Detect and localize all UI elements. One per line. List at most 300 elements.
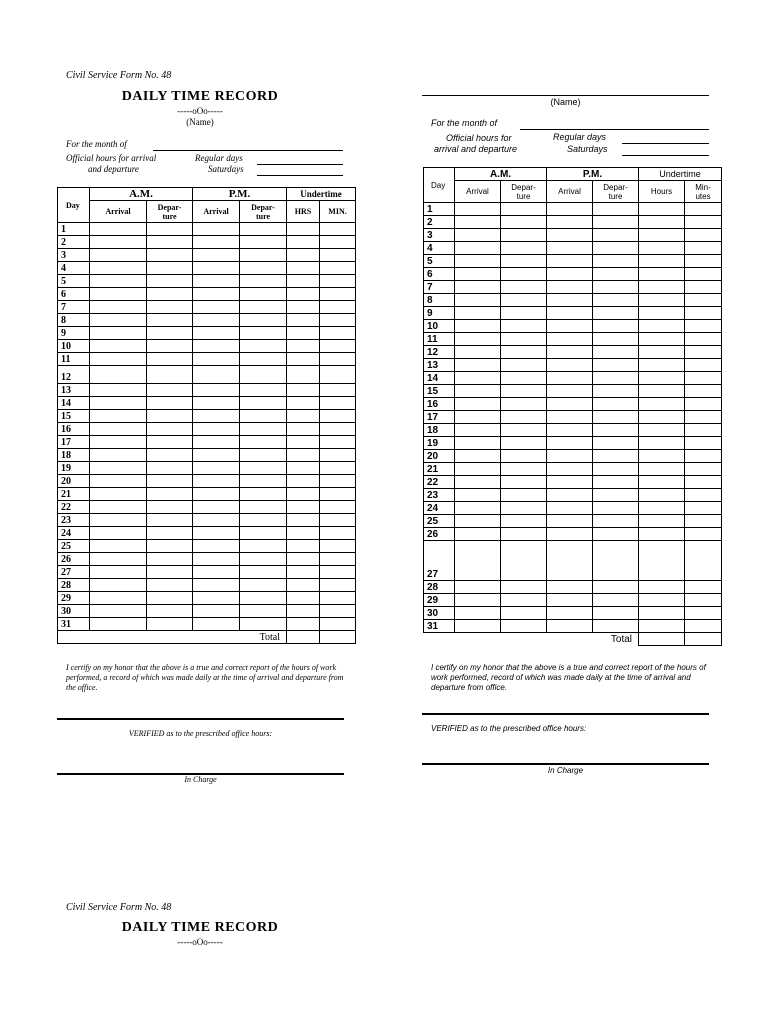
am-arrival-cell[interactable] xyxy=(455,607,501,620)
pm-arrival-cell[interactable] xyxy=(547,281,593,294)
undertime-minutes-cell[interactable] xyxy=(685,307,722,320)
am-departure-cell[interactable] xyxy=(147,275,193,288)
pm-departure-cell[interactable] xyxy=(240,288,287,301)
am-departure-cell[interactable] xyxy=(501,359,547,372)
am-arrival-cell[interactable] xyxy=(90,236,147,249)
am-departure-cell[interactable] xyxy=(147,366,193,384)
pm-arrival-cell[interactable] xyxy=(547,242,593,255)
am-arrival-cell[interactable] xyxy=(90,314,147,327)
am-departure-cell[interactable] xyxy=(147,288,193,301)
undertime-min-cell[interactable] xyxy=(320,384,356,397)
undertime-minutes-cell[interactable] xyxy=(685,333,722,346)
undertime-min-cell[interactable] xyxy=(320,501,356,514)
am-arrival-cell[interactable] xyxy=(455,372,501,385)
undertime-min-cell[interactable] xyxy=(320,236,356,249)
undertime-hrs-cell[interactable] xyxy=(287,223,320,236)
pm-arrival-cell[interactable] xyxy=(547,515,593,528)
am-departure-cell[interactable] xyxy=(147,527,193,540)
undertime-hrs-cell[interactable] xyxy=(287,501,320,514)
pm-departure-cell[interactable] xyxy=(593,515,639,528)
pm-departure-cell[interactable] xyxy=(593,607,639,620)
saturdays-field[interactable] xyxy=(257,175,343,176)
am-departure-cell[interactable] xyxy=(147,384,193,397)
undertime-min-cell[interactable] xyxy=(320,514,356,527)
undertime-min-cell[interactable] xyxy=(320,423,356,436)
pm-arrival-cell[interactable] xyxy=(193,514,240,527)
pm-departure-cell[interactable] xyxy=(593,620,639,633)
undertime-min-cell[interactable] xyxy=(320,275,356,288)
undertime-minutes-cell[interactable] xyxy=(685,437,722,450)
am-arrival-cell[interactable] xyxy=(90,353,147,366)
am-departure-cell[interactable] xyxy=(501,203,547,216)
pm-departure-cell[interactable] xyxy=(240,579,287,592)
am-arrival-cell[interactable] xyxy=(455,489,501,502)
am-departure-cell[interactable] xyxy=(501,294,547,307)
am-arrival-cell[interactable] xyxy=(90,527,147,540)
pm-departure-cell[interactable] xyxy=(240,353,287,366)
pm-arrival-cell[interactable] xyxy=(547,346,593,359)
undertime-hrs-cell[interactable] xyxy=(287,488,320,501)
undertime-min-cell[interactable] xyxy=(320,262,356,275)
am-departure-cell[interactable] xyxy=(147,314,193,327)
undertime-minutes-cell[interactable] xyxy=(685,594,722,607)
undertime-hours-cell[interactable] xyxy=(639,528,685,541)
am-departure-cell[interactable] xyxy=(147,462,193,475)
am-departure-cell[interactable] xyxy=(147,410,193,423)
undertime-min-cell[interactable] xyxy=(320,527,356,540)
undertime-hrs-cell[interactable] xyxy=(287,236,320,249)
undertime-hrs-cell[interactable] xyxy=(287,366,320,384)
pm-arrival-cell[interactable] xyxy=(547,541,593,581)
pm-departure-cell[interactable] xyxy=(593,255,639,268)
am-departure-cell[interactable] xyxy=(501,437,547,450)
undertime-hrs-cell[interactable] xyxy=(287,353,320,366)
undertime-min-cell[interactable] xyxy=(320,410,356,423)
am-departure-cell[interactable] xyxy=(501,502,547,515)
in-charge-signature-line[interactable] xyxy=(422,763,709,765)
undertime-hrs-cell[interactable] xyxy=(287,262,320,275)
pm-arrival-cell[interactable] xyxy=(193,566,240,579)
pm-departure-cell[interactable] xyxy=(593,294,639,307)
undertime-hrs-cell[interactable] xyxy=(287,436,320,449)
pm-departure-cell[interactable] xyxy=(593,581,639,594)
pm-arrival-cell[interactable] xyxy=(193,340,240,353)
pm-arrival-cell[interactable] xyxy=(547,476,593,489)
undertime-minutes-cell[interactable] xyxy=(685,463,722,476)
undertime-minutes-cell[interactable] xyxy=(685,359,722,372)
undertime-min-cell[interactable] xyxy=(320,249,356,262)
undertime-minutes-cell[interactable] xyxy=(685,424,722,437)
pm-departure-cell[interactable] xyxy=(593,216,639,229)
pm-arrival-cell[interactable] xyxy=(193,249,240,262)
undertime-hrs-cell[interactable] xyxy=(287,566,320,579)
undertime-min-cell[interactable] xyxy=(320,618,356,631)
am-arrival-cell[interactable] xyxy=(455,294,501,307)
am-arrival-cell[interactable] xyxy=(455,411,501,424)
am-departure-cell[interactable] xyxy=(501,528,547,541)
undertime-hours-cell[interactable] xyxy=(639,268,685,281)
am-arrival-cell[interactable] xyxy=(455,620,501,633)
pm-arrival-cell[interactable] xyxy=(547,229,593,242)
am-departure-cell[interactable] xyxy=(501,255,547,268)
undertime-hrs-cell[interactable] xyxy=(287,540,320,553)
undertime-minutes-cell[interactable] xyxy=(685,620,722,633)
undertime-hrs-cell[interactable] xyxy=(287,275,320,288)
undertime-hrs-cell[interactable] xyxy=(287,579,320,592)
undertime-hours-cell[interactable] xyxy=(639,620,685,633)
undertime-min-cell[interactable] xyxy=(320,553,356,566)
am-arrival-cell[interactable] xyxy=(90,249,147,262)
pm-arrival-cell[interactable] xyxy=(547,607,593,620)
pm-departure-cell[interactable] xyxy=(240,475,287,488)
pm-arrival-cell[interactable] xyxy=(547,424,593,437)
pm-departure-cell[interactable] xyxy=(593,541,639,581)
undertime-min-cell[interactable] xyxy=(320,397,356,410)
am-departure-cell[interactable] xyxy=(501,541,547,581)
pm-departure-cell[interactable] xyxy=(593,463,639,476)
month-field[interactable] xyxy=(153,150,343,151)
am-arrival-cell[interactable] xyxy=(455,528,501,541)
undertime-minutes-cell[interactable] xyxy=(685,541,722,581)
am-departure-cell[interactable] xyxy=(147,501,193,514)
undertime-hours-cell[interactable] xyxy=(639,229,685,242)
undertime-minutes-cell[interactable] xyxy=(685,242,722,255)
undertime-hours-cell[interactable] xyxy=(639,476,685,489)
am-arrival-cell[interactable] xyxy=(90,449,147,462)
pm-arrival-cell[interactable] xyxy=(547,333,593,346)
am-departure-cell[interactable] xyxy=(147,475,193,488)
am-arrival-cell[interactable] xyxy=(90,410,147,423)
undertime-minutes-cell[interactable] xyxy=(685,320,722,333)
am-arrival-cell[interactable] xyxy=(455,424,501,437)
am-departure-cell[interactable] xyxy=(147,327,193,340)
undertime-hours-cell[interactable] xyxy=(639,515,685,528)
pm-arrival-cell[interactable] xyxy=(547,489,593,502)
undertime-hours-cell[interactable] xyxy=(639,411,685,424)
am-departure-cell[interactable] xyxy=(147,449,193,462)
pm-departure-cell[interactable] xyxy=(240,384,287,397)
pm-departure-cell[interactable] xyxy=(240,488,287,501)
am-departure-cell[interactable] xyxy=(147,223,193,236)
am-arrival-cell[interactable] xyxy=(90,540,147,553)
am-departure-cell[interactable] xyxy=(147,249,193,262)
undertime-hours-cell[interactable] xyxy=(639,242,685,255)
am-departure-cell[interactable] xyxy=(501,216,547,229)
total-minutes-cell[interactable] xyxy=(685,633,722,646)
pm-arrival-cell[interactable] xyxy=(193,488,240,501)
pm-arrival-cell[interactable] xyxy=(193,301,240,314)
undertime-min-cell[interactable] xyxy=(320,592,356,605)
undertime-min-cell[interactable] xyxy=(320,340,356,353)
pm-arrival-cell[interactable] xyxy=(547,268,593,281)
pm-arrival-cell[interactable] xyxy=(547,216,593,229)
am-departure-cell[interactable] xyxy=(501,372,547,385)
pm-arrival-cell[interactable] xyxy=(547,528,593,541)
undertime-minutes-cell[interactable] xyxy=(685,255,722,268)
pm-departure-cell[interactable] xyxy=(593,320,639,333)
am-departure-cell[interactable] xyxy=(501,411,547,424)
undertime-hrs-cell[interactable] xyxy=(287,553,320,566)
am-departure-cell[interactable] xyxy=(147,579,193,592)
pm-departure-cell[interactable] xyxy=(240,236,287,249)
am-arrival-cell[interactable] xyxy=(90,462,147,475)
pm-departure-cell[interactable] xyxy=(593,528,639,541)
pm-departure-cell[interactable] xyxy=(240,327,287,340)
pm-departure-cell[interactable] xyxy=(240,592,287,605)
pm-departure-cell[interactable] xyxy=(240,566,287,579)
undertime-minutes-cell[interactable] xyxy=(685,528,722,541)
am-arrival-cell[interactable] xyxy=(90,288,147,301)
am-arrival-cell[interactable] xyxy=(455,203,501,216)
am-arrival-cell[interactable] xyxy=(455,437,501,450)
pm-arrival-cell[interactable] xyxy=(547,620,593,633)
am-arrival-cell[interactable] xyxy=(455,450,501,463)
undertime-minutes-cell[interactable] xyxy=(685,398,722,411)
am-arrival-cell[interactable] xyxy=(455,242,501,255)
total-min-cell[interactable] xyxy=(320,631,356,644)
pm-arrival-cell[interactable] xyxy=(547,411,593,424)
undertime-hrs-cell[interactable] xyxy=(287,462,320,475)
pm-arrival-cell[interactable] xyxy=(547,581,593,594)
pm-arrival-cell[interactable] xyxy=(193,397,240,410)
am-arrival-cell[interactable] xyxy=(90,592,147,605)
am-departure-cell[interactable] xyxy=(147,540,193,553)
am-departure-cell[interactable] xyxy=(147,553,193,566)
am-departure-cell[interactable] xyxy=(147,592,193,605)
am-arrival-cell[interactable] xyxy=(90,514,147,527)
am-departure-cell[interactable] xyxy=(501,307,547,320)
am-departure-cell[interactable] xyxy=(147,566,193,579)
undertime-hrs-cell[interactable] xyxy=(287,301,320,314)
undertime-minutes-cell[interactable] xyxy=(685,229,722,242)
am-departure-cell[interactable] xyxy=(501,242,547,255)
am-departure-cell[interactable] xyxy=(147,340,193,353)
pm-departure-cell[interactable] xyxy=(593,203,639,216)
pm-arrival-cell[interactable] xyxy=(193,410,240,423)
am-departure-cell[interactable] xyxy=(147,488,193,501)
undertime-hours-cell[interactable] xyxy=(639,359,685,372)
pm-departure-cell[interactable] xyxy=(593,268,639,281)
pm-arrival-cell[interactable] xyxy=(547,437,593,450)
undertime-minutes-cell[interactable] xyxy=(685,515,722,528)
am-arrival-cell[interactable] xyxy=(455,333,501,346)
am-arrival-cell[interactable] xyxy=(455,229,501,242)
am-departure-cell[interactable] xyxy=(147,423,193,436)
am-departure-cell[interactable] xyxy=(501,398,547,411)
undertime-minutes-cell[interactable] xyxy=(685,607,722,620)
pm-departure-cell[interactable] xyxy=(593,385,639,398)
undertime-min-cell[interactable] xyxy=(320,540,356,553)
am-arrival-cell[interactable] xyxy=(90,475,147,488)
undertime-minutes-cell[interactable] xyxy=(685,281,722,294)
pm-arrival-cell[interactable] xyxy=(193,384,240,397)
undertime-min-cell[interactable] xyxy=(320,488,356,501)
am-arrival-cell[interactable] xyxy=(90,566,147,579)
am-departure-cell[interactable] xyxy=(147,262,193,275)
am-arrival-cell[interactable] xyxy=(455,359,501,372)
pm-arrival-cell[interactable] xyxy=(193,236,240,249)
undertime-hours-cell[interactable] xyxy=(639,463,685,476)
undertime-hours-cell[interactable] xyxy=(639,294,685,307)
pm-arrival-cell[interactable] xyxy=(547,502,593,515)
am-departure-cell[interactable] xyxy=(501,463,547,476)
undertime-minutes-cell[interactable] xyxy=(685,346,722,359)
am-arrival-cell[interactable] xyxy=(90,275,147,288)
undertime-hrs-cell[interactable] xyxy=(287,423,320,436)
am-arrival-cell[interactable] xyxy=(90,579,147,592)
am-departure-cell[interactable] xyxy=(501,346,547,359)
employee-signature-line[interactable] xyxy=(57,718,344,720)
undertime-hrs-cell[interactable] xyxy=(287,514,320,527)
am-arrival-cell[interactable] xyxy=(90,501,147,514)
undertime-minutes-cell[interactable] xyxy=(685,450,722,463)
undertime-hours-cell[interactable] xyxy=(639,450,685,463)
undertime-min-cell[interactable] xyxy=(320,436,356,449)
pm-departure-cell[interactable] xyxy=(240,366,287,384)
am-arrival-cell[interactable] xyxy=(90,301,147,314)
pm-arrival-cell[interactable] xyxy=(193,314,240,327)
am-arrival-cell[interactable] xyxy=(455,307,501,320)
am-arrival-cell[interactable] xyxy=(90,605,147,618)
undertime-hours-cell[interactable] xyxy=(639,203,685,216)
pm-arrival-cell[interactable] xyxy=(547,359,593,372)
pm-departure-cell[interactable] xyxy=(593,281,639,294)
undertime-hrs-cell[interactable] xyxy=(287,410,320,423)
undertime-hours-cell[interactable] xyxy=(639,541,685,581)
undertime-hrs-cell[interactable] xyxy=(287,605,320,618)
undertime-hours-cell[interactable] xyxy=(639,594,685,607)
am-arrival-cell[interactable] xyxy=(455,541,501,581)
am-arrival-cell[interactable] xyxy=(455,502,501,515)
pm-departure-cell[interactable] xyxy=(240,423,287,436)
pm-departure-cell[interactable] xyxy=(240,340,287,353)
pm-departure-cell[interactable] xyxy=(593,372,639,385)
undertime-hrs-cell[interactable] xyxy=(287,449,320,462)
am-departure-cell[interactable] xyxy=(147,236,193,249)
pm-departure-cell[interactable] xyxy=(593,333,639,346)
pm-arrival-cell[interactable] xyxy=(193,592,240,605)
pm-departure-cell[interactable] xyxy=(240,514,287,527)
pm-arrival-cell[interactable] xyxy=(547,398,593,411)
am-departure-cell[interactable] xyxy=(501,489,547,502)
pm-arrival-cell[interactable] xyxy=(193,423,240,436)
undertime-hours-cell[interactable] xyxy=(639,372,685,385)
undertime-min-cell[interactable] xyxy=(320,327,356,340)
undertime-hrs-cell[interactable] xyxy=(287,288,320,301)
am-departure-cell[interactable] xyxy=(501,333,547,346)
pm-arrival-cell[interactable] xyxy=(193,462,240,475)
total-hrs-cell[interactable] xyxy=(287,631,320,644)
undertime-hours-cell[interactable] xyxy=(639,333,685,346)
am-departure-cell[interactable] xyxy=(501,607,547,620)
month-field[interactable] xyxy=(520,129,709,130)
undertime-min-cell[interactable] xyxy=(320,288,356,301)
pm-arrival-cell[interactable] xyxy=(193,353,240,366)
pm-arrival-cell[interactable] xyxy=(547,203,593,216)
pm-arrival-cell[interactable] xyxy=(193,275,240,288)
name-line[interactable] xyxy=(422,95,709,96)
pm-departure-cell[interactable] xyxy=(240,410,287,423)
undertime-minutes-cell[interactable] xyxy=(685,581,722,594)
pm-arrival-cell[interactable] xyxy=(193,436,240,449)
am-arrival-cell[interactable] xyxy=(90,340,147,353)
am-departure-cell[interactable] xyxy=(147,514,193,527)
am-departure-cell[interactable] xyxy=(501,594,547,607)
am-departure-cell[interactable] xyxy=(147,605,193,618)
pm-departure-cell[interactable] xyxy=(240,618,287,631)
pm-departure-cell[interactable] xyxy=(240,527,287,540)
am-arrival-cell[interactable] xyxy=(455,515,501,528)
undertime-hours-cell[interactable] xyxy=(639,216,685,229)
pm-arrival-cell[interactable] xyxy=(193,366,240,384)
am-arrival-cell[interactable] xyxy=(90,262,147,275)
pm-departure-cell[interactable] xyxy=(593,307,639,320)
pm-departure-cell[interactable] xyxy=(240,397,287,410)
pm-arrival-cell[interactable] xyxy=(193,262,240,275)
undertime-hours-cell[interactable] xyxy=(639,281,685,294)
am-arrival-cell[interactable] xyxy=(455,346,501,359)
undertime-minutes-cell[interactable] xyxy=(685,203,722,216)
am-arrival-cell[interactable] xyxy=(90,436,147,449)
pm-arrival-cell[interactable] xyxy=(547,450,593,463)
am-arrival-cell[interactable] xyxy=(90,423,147,436)
pm-departure-cell[interactable] xyxy=(240,249,287,262)
pm-arrival-cell[interactable] xyxy=(193,540,240,553)
pm-departure-cell[interactable] xyxy=(240,462,287,475)
pm-departure-cell[interactable] xyxy=(593,502,639,515)
pm-arrival-cell[interactable] xyxy=(547,463,593,476)
undertime-min-cell[interactable] xyxy=(320,223,356,236)
pm-departure-cell[interactable] xyxy=(593,594,639,607)
undertime-hours-cell[interactable] xyxy=(639,398,685,411)
undertime-minutes-cell[interactable] xyxy=(685,372,722,385)
am-departure-cell[interactable] xyxy=(501,320,547,333)
undertime-min-cell[interactable] xyxy=(320,353,356,366)
pm-departure-cell[interactable] xyxy=(593,489,639,502)
pm-departure-cell[interactable] xyxy=(240,540,287,553)
am-arrival-cell[interactable] xyxy=(90,618,147,631)
pm-departure-cell[interactable] xyxy=(593,359,639,372)
am-departure-cell[interactable] xyxy=(501,229,547,242)
am-arrival-cell[interactable] xyxy=(455,594,501,607)
am-arrival-cell[interactable] xyxy=(455,398,501,411)
am-arrival-cell[interactable] xyxy=(455,216,501,229)
pm-arrival-cell[interactable] xyxy=(547,372,593,385)
pm-arrival-cell[interactable] xyxy=(193,288,240,301)
pm-departure-cell[interactable] xyxy=(240,436,287,449)
pm-departure-cell[interactable] xyxy=(593,346,639,359)
pm-arrival-cell[interactable] xyxy=(547,385,593,398)
am-arrival-cell[interactable] xyxy=(90,366,147,384)
am-arrival-cell[interactable] xyxy=(455,385,501,398)
pm-arrival-cell[interactable] xyxy=(193,449,240,462)
am-arrival-cell[interactable] xyxy=(455,281,501,294)
undertime-hrs-cell[interactable] xyxy=(287,592,320,605)
undertime-hours-cell[interactable] xyxy=(639,607,685,620)
pm-departure-cell[interactable] xyxy=(240,501,287,514)
undertime-minutes-cell[interactable] xyxy=(685,411,722,424)
am-arrival-cell[interactable] xyxy=(90,488,147,501)
pm-departure-cell[interactable] xyxy=(240,314,287,327)
undertime-min-cell[interactable] xyxy=(320,301,356,314)
undertime-minutes-cell[interactable] xyxy=(685,216,722,229)
undertime-min-cell[interactable] xyxy=(320,605,356,618)
am-departure-cell[interactable] xyxy=(501,476,547,489)
pm-arrival-cell[interactable] xyxy=(547,307,593,320)
undertime-min-cell[interactable] xyxy=(320,366,356,384)
undertime-hours-cell[interactable] xyxy=(639,424,685,437)
pm-arrival-cell[interactable] xyxy=(547,255,593,268)
